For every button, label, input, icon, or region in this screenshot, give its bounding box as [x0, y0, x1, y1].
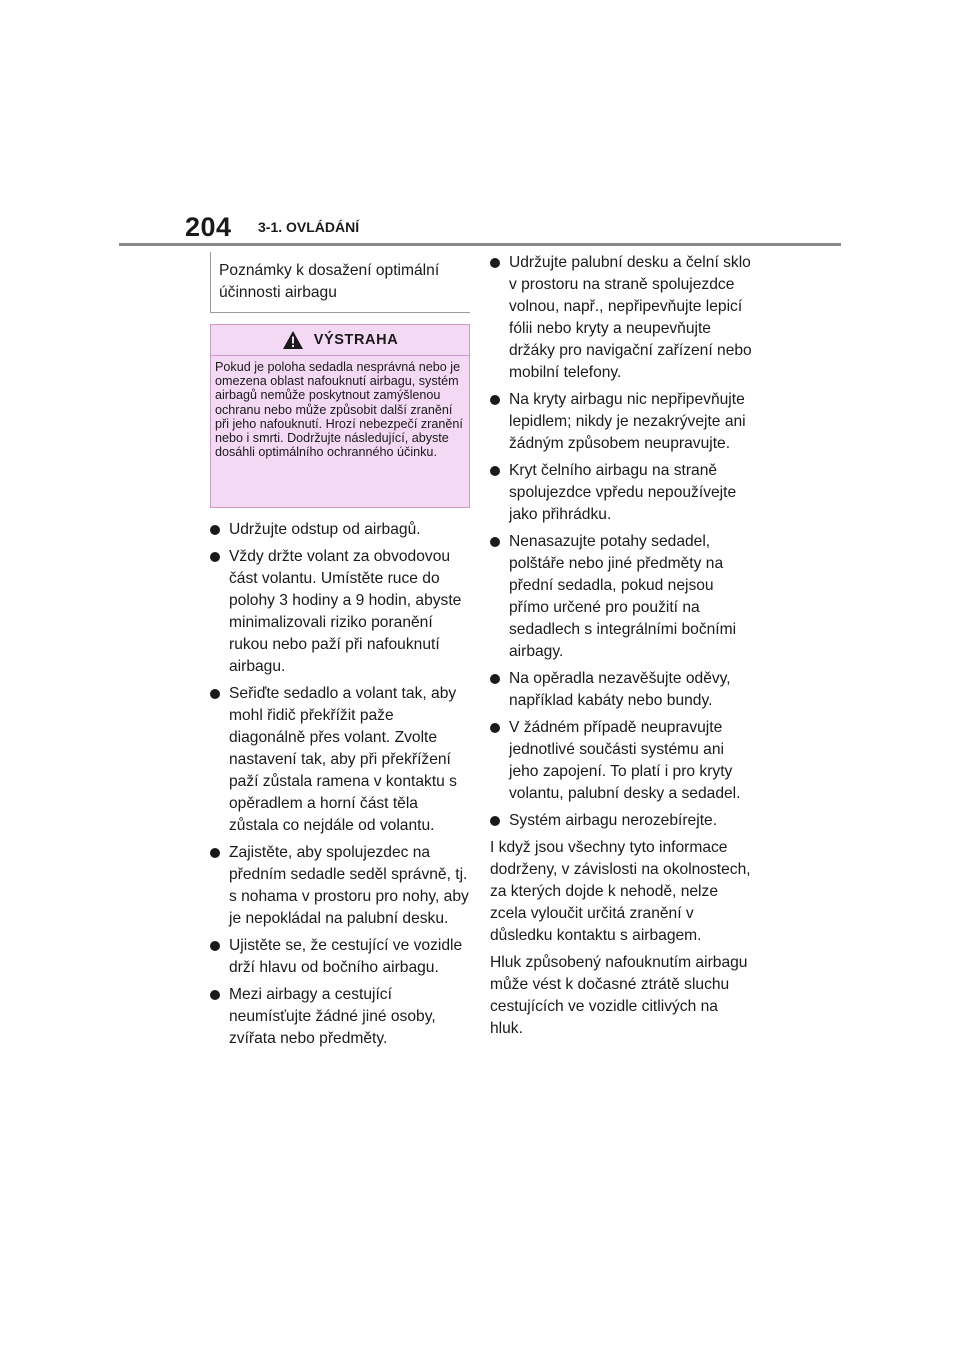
bullet-icon [490, 723, 500, 733]
list-item: Ujistěte se, že cestující ve vozidle drží hlavu od bočního airbagu. [210, 935, 470, 979]
list-item: Vždy držte volant za obvodovou část volantu. Umístěte ruce do polohy 3 hodiny a 9 hodin, abyste minimalizovali riziko poranění rukou nebo paží při nafouknutí airbagu. [210, 546, 470, 678]
warning-box [210, 324, 470, 508]
bullet-icon [490, 395, 500, 405]
bullet-icon [210, 848, 220, 858]
paragraph: Hluk způsobený nafouknutím airbagu může vést k dočasné ztrátě sluchu cestujících ve vozidle citlivých na hluk. [490, 954, 748, 1037]
bullet-icon [210, 689, 220, 699]
list-item: Systém airbagu nerozebírejte. [490, 810, 752, 832]
paragraph: I když jsou všechny tyto informace dodrženy, v závislosti na okolnostech, za kterých dojde k nehodě, nelze zcela vyloučit určitá zranění v důsledku kontaktu s airbagem. [490, 839, 751, 944]
list-item: Udržujte palubní desku a čelní sklo v prostoru na straně spolujezdce volnou, např., nepřipevňujte lepicí fólii nebo kryty a neupevňujte držáky pro navigační zařízení nebo mobilní telefony. [490, 252, 752, 384]
bullet-icon [490, 258, 500, 268]
warning-text: Pokud je poloha sedadla nesprávná nebo je omezena oblast nafouknutí airbagu, systém airbagů nemůže poskytnout zamýšlenou ochranu nebo může způsobit další zranění při jeho nafouknutí. Hrozí nebezpečí zranění nebo i smrti. Dodržujte následující, abyste dosáhli optimálního ochranného účinku. [215, 360, 463, 460]
left-column [210, 252, 470, 1055]
list-item: Na kryty airbagu nic nepřipevňujte lepidlem; nikdy je nezakrývejte ani žádným způsobem neupravujte. [490, 389, 752, 455]
list-item: Nenasazujte potahy sedadel, polštáře nebo jiné předměty na přední sedadla, pokud nejsou přímo určené pro použití na sedadlech s integrálními bočními airbagy. [490, 531, 752, 663]
bullet-icon [490, 674, 500, 684]
right-column [490, 252, 752, 1045]
bullet-icon [210, 990, 220, 1000]
list-item: Seřiďte sedadlo a volant tak, aby mohl řidič překřížit paže diagonálně přes volant. Zvolte nastavení tak, aby při překřížení paží zůstala ramena v kontaktu s opěradlem a horní část těla zůstala co nejdále od volantu. [210, 683, 470, 837]
list-item: V žádném případě neupravujte jednotlivé součásti systému ani jeho zapojení. To platí i pro kryty volantu, palubní desky a sedadel. [490, 717, 752, 805]
page-number: 204 [185, 212, 232, 242]
warning-title: VÝSTRAHA [313, 332, 399, 348]
list-item: Na opěradla nezavěšujte oděvy, například kabáty nebo bundy. [490, 668, 752, 712]
bullet-icon [210, 552, 220, 562]
list-item: Kryt čelního airbagu na straně spolujezdce vpředu nepoužívejte jako přihrádku. [490, 460, 752, 526]
bullet-icon [490, 466, 500, 476]
warning-header [211, 325, 469, 356]
bullet-icon [210, 525, 220, 535]
list-item: Udržujte odstup od airbagů. [210, 519, 470, 541]
right-bullet-list [490, 252, 752, 832]
left-bullet-list [210, 519, 470, 1050]
section-title: 3-1. OVLÁDÁNÍ [258, 219, 360, 235]
bullet-icon [490, 816, 500, 826]
bullet-icon [490, 537, 500, 547]
bullet-icon [210, 941, 220, 951]
header-rule [119, 243, 841, 246]
warning-triangle-icon [282, 330, 304, 350]
list-item: Mezi airbagy a cestující neumísťujte žádné jiné osoby, zvířata nebo předměty. [210, 984, 470, 1050]
list-item: Zajistěte, aby spolujezdec na předním sedadle seděl správně, tj. s nohama v prostoru pro nohy, aby je nepokládal na palubní desku. [210, 842, 470, 930]
note-heading: Poznámky k dosažení optimální účinnosti airbagu [210, 252, 470, 313]
